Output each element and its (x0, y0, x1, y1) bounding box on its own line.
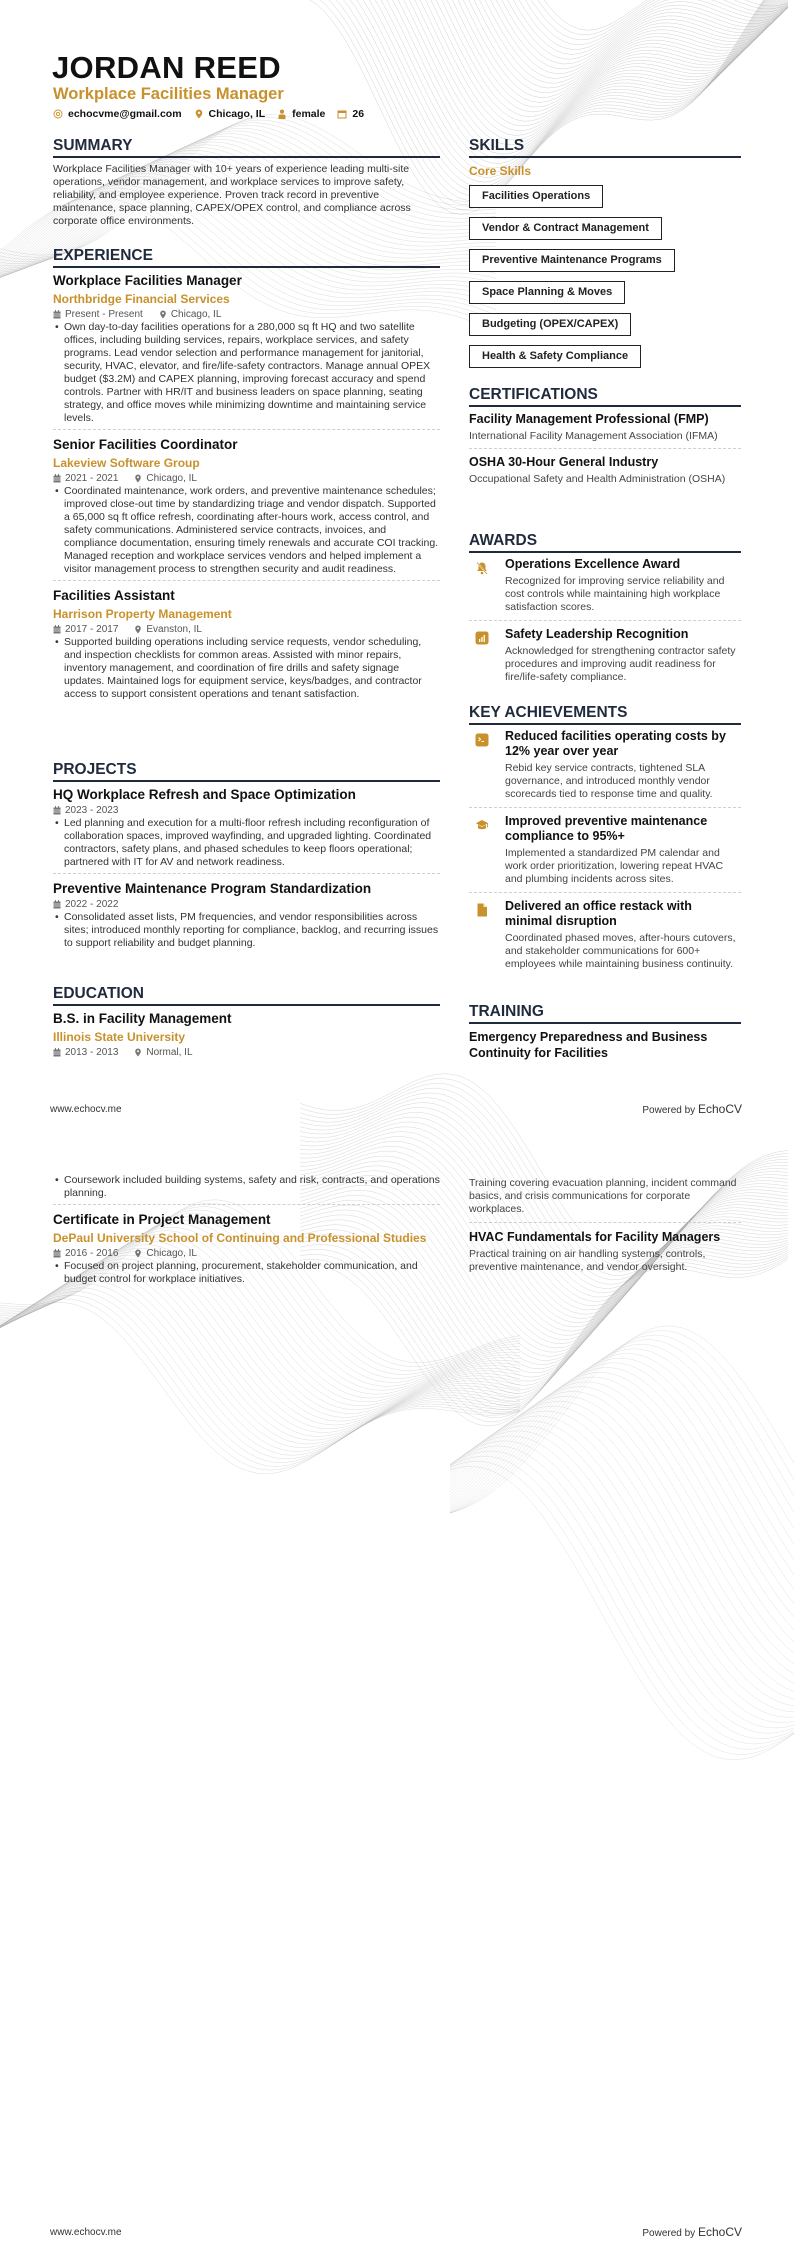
skill-row (469, 336, 741, 368)
experience-item-title: Workplace Facilities Manager (53, 272, 242, 288)
skill-tag: Facilities Operations (469, 185, 603, 208)
training-continued (469, 1177, 741, 1274)
projects-section (53, 761, 440, 954)
contact-item (194, 107, 266, 121)
experience-item-location: Chicago, IL (170, 308, 222, 320)
award-item-icon-wrap (469, 557, 505, 614)
bullet: • Coordinated maintenance, work orders, and preventive maintenance schedules; improved close-out time by standardizing triage and vendor dispatch. Supported a 65,000 sq ft office refresh, coordinating after-hours work, access control, and safety communications. Administered service contracts, invoices, and compliance documentation, ensuring timely renewals and accurate COI tracking. Managed reception and workplace services vendors and helped implement a visitor management process to strengthen security and audit readiness. (53, 485, 440, 576)
experience-item-location: Evanston, IL (146, 623, 202, 635)
experience-item-organization: Northbridge Financial Services (53, 291, 230, 306)
summary-section (53, 137, 440, 228)
experience-item-location-wrap (134, 472, 197, 485)
section-heading: SKILLS (469, 137, 741, 158)
education-item-title: B.S. in Facility Management (53, 1010, 232, 1026)
award-item-title: Operations Excellence Award (505, 556, 681, 571)
calendar-icon (337, 109, 352, 119)
training-item-continued (469, 1177, 741, 1223)
contact-item (337, 107, 364, 121)
education-item-organization: DePaul University School of Continuing and Professional Studies (53, 1230, 427, 1245)
award-item-desc: Recognized for improving service reliability and cost controls while maintaining high workplace satisfaction scores. (505, 574, 725, 613)
bullet: • Own day-to-day facilities operations for a 280,000 sq ft HQ and two satellite offices, including building services, repairs, workplace services, and safety programs. Lead vendor selection and performance management for janitorial, security, HVAC, elevator, and fire/life-safety contractors. Manage annual OPEX budget ($3.2M) and CAPEX planning, improving forecast accuracy and spend controls. Partner with HR/IT and business leaders on space planning, seating strategy, and office moves while minimizing downtime and maintaining service levels. (53, 321, 440, 425)
calendar-small-icon (53, 1048, 65, 1057)
calendar-small-icon (53, 1249, 65, 1258)
certification-issuer: International Facility Management Association (IFMA) (469, 429, 718, 442)
contact-text: 26 (352, 108, 365, 120)
experience-item-organization: Lakeview Software Group (53, 455, 200, 470)
footer-powered (642, 2225, 742, 2239)
bullet: • Focused on project planning, procurement, stakeholder communication, and budget control for workplace initiatives. (53, 1260, 440, 1286)
experience-item-title: Facilities Assistant (53, 587, 175, 603)
terminal-icon (475, 733, 489, 747)
project-item-dates: 2022 - 2022 (65, 898, 119, 910)
project-item (53, 880, 440, 954)
experience-item-dates: 2017 - 2017 (65, 623, 119, 635)
certification-item (469, 411, 741, 449)
certification-title: OSHA 30-Hour General Industry (469, 454, 659, 469)
training-title: HVAC Fundamentals for Facility Managers (469, 1229, 721, 1244)
experience-item-dates: Present - Present (65, 308, 143, 320)
achievement-item (469, 729, 741, 808)
bullet: • Coursework included building systems, safety and risk, contracts, and operations planning. (53, 1174, 440, 1200)
skill-tag: Space Planning & Moves (469, 281, 625, 304)
project-item-title: HQ Workplace Refresh and Space Optimization (53, 786, 356, 802)
education-item-organization: Illinois State University (53, 1029, 186, 1044)
awards-section (469, 532, 741, 690)
education-item-location-wrap (134, 1247, 197, 1260)
graduation-cap-icon (475, 818, 489, 832)
section-heading: CERTIFICATIONS (469, 386, 741, 407)
bullet: • Consolidated asset lists, PM frequencies, and vendor responsibilities across sites; introduced monthly reporting for compliance, backlog, and recurring issues to support reliability and budget planning. (53, 911, 440, 950)
achievement-item-icon-wrap (469, 814, 505, 886)
candidate-title: Workplace Facilities Manager (53, 85, 284, 103)
project-item-meta (53, 804, 440, 817)
education-item-title: Certificate in Project Management (53, 1211, 271, 1227)
contact-item (53, 107, 182, 121)
education-item-continued (53, 1174, 440, 1205)
contact-info (53, 107, 376, 121)
education-item-meta (53, 1247, 440, 1260)
calendar-small-icon (53, 625, 65, 634)
experience-item-title: Senior Facilities Coordinator (53, 436, 238, 452)
experience-item-location: Chicago, IL (146, 472, 197, 484)
award-item (469, 627, 741, 690)
section-heading: PROJECTS (53, 761, 440, 782)
achievement-item-body (505, 899, 741, 971)
achievement-item-title: Reduced facilities operating costs by 12% year over year (505, 728, 726, 758)
section-heading: EDUCATION (53, 985, 440, 1006)
achievement-item-body (505, 729, 741, 801)
skill-tag: Preventive Maintenance Programs (469, 249, 675, 272)
map-pin-icon (194, 109, 209, 119)
experience-item-location-wrap (134, 623, 202, 636)
skill-tag: Health & Safety Compliance (469, 345, 641, 368)
section-heading: AWARDS (469, 532, 741, 553)
calendar-small-icon (53, 310, 65, 319)
certification-issuer: Occupational Safety and Health Administration (OSHA) (469, 472, 726, 485)
experience-item-dates: 2021 - 2021 (65, 472, 119, 484)
footer-powered (642, 1102, 742, 1116)
skill-row (469, 176, 741, 208)
project-item-title: Preventive Maintenance Program Standardization (53, 880, 372, 896)
skills-section (469, 137, 741, 368)
pin-small-icon (134, 1048, 146, 1057)
pin-small-icon (159, 310, 171, 319)
project-item (53, 786, 440, 874)
skill-group-label: Core Skills (469, 163, 532, 178)
bullet: • Led planning and execution for a multi-floor refresh including reconfiguration of collaboration spaces, improved wayfinding, and upgraded lighting. Coordinated contractors, safety plans, and phased schedules to keep floors operational; partnered with IT for AV and network readiness. (53, 817, 440, 869)
at-icon (53, 109, 68, 119)
award-item-desc: Acknowledged for strengthening contractor safety procedures and improving audit readiness for fire/life-safety compliance. (505, 644, 736, 683)
award-item-icon-wrap (469, 627, 505, 684)
certifications-section (469, 386, 741, 491)
achievement-item-title: Improved preventive maintenance compliance to 95%+ (505, 813, 708, 843)
calendar-small-icon (53, 806, 65, 815)
pin-small-icon (134, 474, 146, 483)
powered-by-text: Powered by (642, 2228, 696, 2239)
page-2 (0, 1123, 794, 2246)
award-item-body (505, 557, 741, 614)
contact-text: Chicago, IL (208, 108, 266, 120)
skill-tag: Budgeting (OPEX/CAPEX) (469, 313, 631, 336)
pin-small-icon (134, 1249, 146, 1258)
footer-site-link[interactable]: www.echocv.me (50, 2227, 122, 2238)
education-item (53, 1211, 440, 1290)
section-heading: TRAINING (469, 1003, 741, 1024)
person-icon (277, 109, 292, 119)
summary-text: Workplace Facilities Manager with 10+ years of experience leading multi-site operations, vendor management, and workplace services to improve safety, reliability, and employee experience. Proven track record in preventive maintenance, space planning, CAPEX/OPEX control, and compliance across corporate office environments. (53, 162, 411, 227)
education-item-dates: 2016 - 2016 (65, 1247, 119, 1259)
certification-item (469, 454, 741, 491)
experience-item-meta (53, 308, 440, 321)
achievement-item-body (505, 814, 741, 886)
project-item-dates: 2023 - 2023 (65, 804, 119, 816)
achievement-item (469, 899, 741, 977)
certification-title: Facility Management Professional (FMP) (469, 411, 709, 426)
education-item (53, 1010, 440, 1063)
education-item-location: Normal, IL (146, 1046, 193, 1058)
training-item (469, 1229, 741, 1274)
pin-small-icon (134, 625, 146, 634)
skill-row (469, 240, 741, 272)
education-item-meta (53, 1046, 440, 1059)
experience-item (53, 436, 440, 581)
brand-name: EchoCV (697, 2225, 742, 2239)
award-item-body (505, 627, 741, 684)
education-continued (53, 1174, 440, 1290)
experience-item-meta (53, 623, 440, 636)
section-heading: KEY ACHIEVEMENTS (469, 704, 741, 725)
section-heading: EXPERIENCE (53, 247, 440, 268)
experience-section (53, 247, 440, 705)
brand-name: EchoCV (697, 1102, 742, 1116)
achievement-item-title: Delivered an office restack with minimal disruption (505, 898, 692, 928)
footer-site-link[interactable]: www.echocv.me (50, 1104, 122, 1115)
achievement-item-icon-wrap (469, 729, 505, 801)
section-heading: SUMMARY (53, 137, 440, 158)
achievement-item-icon-wrap (469, 899, 505, 971)
training-section (469, 1003, 741, 1061)
calendar-small-icon (53, 474, 65, 483)
experience-item (53, 587, 440, 705)
achievement-item-desc: Coordinated phased moves, after-hours cutovers, and stakeholder communications for 600+ employees while maintaining business continuity. (505, 931, 736, 970)
experience-item-organization: Harrison Property Management (53, 606, 232, 621)
education-item-dates: 2013 - 2013 (65, 1046, 119, 1058)
candidate-name: JORDAN REED (52, 50, 281, 85)
experience-item (53, 272, 440, 430)
bar-chart-icon (475, 631, 489, 645)
training-desc: Training covering evacuation planning, incident command basics, and crisis communications for corporate workplaces. (469, 1176, 737, 1215)
achievement-item-desc: Implemented a standardized PM calendar and work order prioritization, lowering repeat HVAC and plumbing incidents across sites. (505, 846, 724, 885)
powered-by-text: Powered by (642, 1105, 696, 1116)
calendar-small-icon (53, 900, 65, 909)
contact-item (277, 107, 325, 121)
skill-row (469, 304, 741, 336)
file-icon (475, 903, 489, 917)
contact-text: female (292, 108, 326, 120)
achievement-item-desc: Rebid key service contracts, tightened SLA governance, and introduced monthly vendor scorecards tied to response time and quality. (505, 761, 713, 800)
experience-item-location-wrap (159, 308, 222, 321)
skill-row (469, 208, 741, 240)
bell-slash-icon (475, 561, 489, 575)
email-text[interactable]: echocvme@gmail.com (68, 108, 182, 120)
skill-row (469, 272, 741, 304)
experience-item-meta (53, 472, 440, 485)
bullet: • Supported building operations including service requests, vendor scheduling, and inspection checklists for common areas. Assisted with minor repairs, inventory management, and coordination of fire drills and safety signage updates. Maintained logs for equipment service, keys/badges, and contractor access to support consistent operations and tenant satisfaction. (53, 636, 440, 701)
training-title: Emergency Preparedness and Business Continuity for Facilities (469, 1029, 708, 1060)
education-item-location: Chicago, IL (146, 1247, 197, 1259)
skill-tag: Vendor & Contract Management (469, 217, 662, 240)
project-item-meta (53, 898, 440, 911)
training-desc: Practical training on air handling systems, controls, preventive maintenance, and vendor oversight. (469, 1247, 706, 1273)
achievements-section (469, 704, 741, 977)
education-item-location-wrap (134, 1046, 192, 1059)
education-section (53, 985, 440, 1063)
award-item-title: Safety Leadership Recognition (505, 626, 689, 641)
achievement-item (469, 814, 741, 893)
award-item (469, 557, 741, 621)
